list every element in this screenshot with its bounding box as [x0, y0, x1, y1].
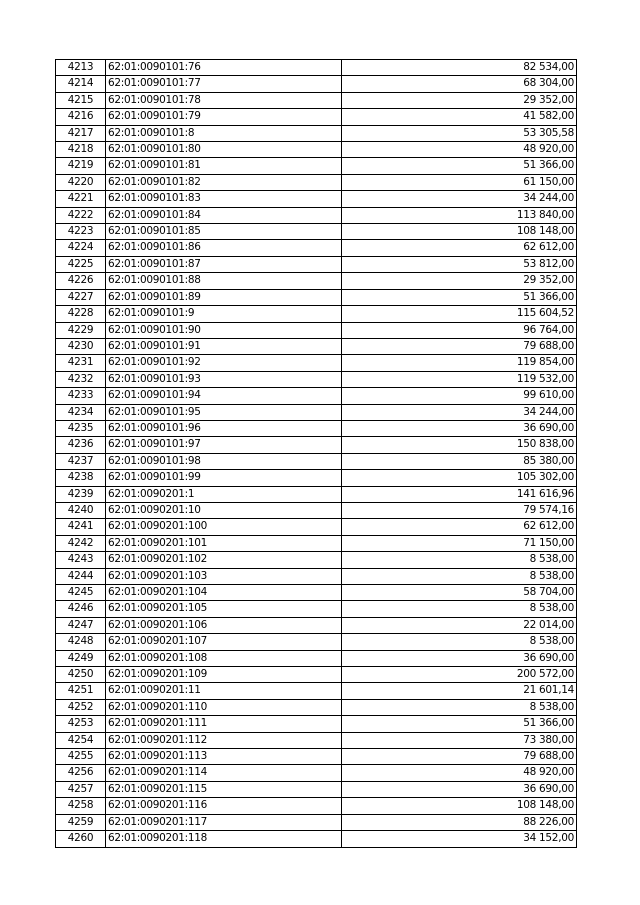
cadastral-value-cell: 21 601,14 — [342, 683, 577, 699]
table-row — [56, 781, 577, 797]
row-number-cell: 4225 — [56, 256, 106, 272]
table-row — [56, 667, 577, 683]
cadastral-number-cell: 62:01:0090201:118 — [106, 831, 342, 847]
row-number-cell: 4243 — [56, 552, 106, 568]
row-number-cell: 4220 — [56, 174, 106, 190]
row-number-cell: 4248 — [56, 634, 106, 650]
row-number-cell: 4254 — [56, 732, 106, 748]
table-row — [56, 749, 577, 765]
cadastral-number-cell: 62:01:0090201:111 — [106, 716, 342, 732]
table-row — [56, 256, 577, 272]
table-row — [56, 142, 577, 158]
table-row — [56, 437, 577, 453]
cadastral-value-cell: 8 538,00 — [342, 699, 577, 715]
table-row — [56, 650, 577, 666]
cadastral-number-cell: 62:01:0090101:78 — [106, 92, 342, 108]
cadastral-value-cell: 48 920,00 — [342, 142, 577, 158]
row-number-cell: 4214 — [56, 76, 106, 92]
cadastral-value-cell: 61 150,00 — [342, 174, 577, 190]
row-number-cell: 4240 — [56, 502, 106, 518]
cadastral-value-cell: 119 854,00 — [342, 355, 577, 371]
cadastral-value-cell: 115 604,52 — [342, 306, 577, 322]
row-number-cell: 4231 — [56, 355, 106, 371]
row-number-cell: 4230 — [56, 338, 106, 354]
table-row — [56, 289, 577, 305]
table-row — [56, 798, 577, 814]
row-number-cell: 4215 — [56, 92, 106, 108]
row-number-cell: 4213 — [56, 60, 106, 76]
table-row — [56, 207, 577, 223]
cadastral-number-cell: 62:01:0090101:85 — [106, 224, 342, 240]
row-number-cell: 4226 — [56, 273, 106, 289]
cadastral-number-cell: 62:01:0090201:10 — [106, 502, 342, 518]
cadastral-value-cell: 51 366,00 — [342, 289, 577, 305]
cadastral-number-cell: 62:01:0090101:92 — [106, 355, 342, 371]
row-number-cell: 4249 — [56, 650, 106, 666]
row-number-cell: 4252 — [56, 699, 106, 715]
cadastral-number-cell: 62:01:0090101:86 — [106, 240, 342, 256]
cadastral-value-cell: 53 305,58 — [342, 125, 577, 141]
table-row — [56, 699, 577, 715]
cadastral-value-cell: 99 610,00 — [342, 388, 577, 404]
row-number-cell: 4237 — [56, 453, 106, 469]
table-row — [56, 486, 577, 502]
cadastral-number-cell: 62:01:0090201:115 — [106, 781, 342, 797]
cadastral-value-cell: 48 920,00 — [342, 765, 577, 781]
cadastral-number-cell: 62:01:0090101:8 — [106, 125, 342, 141]
table-row — [56, 388, 577, 404]
row-number-cell: 4228 — [56, 306, 106, 322]
row-number-cell: 4217 — [56, 125, 106, 141]
table-row — [56, 338, 577, 354]
row-number-cell: 4216 — [56, 109, 106, 125]
row-number-cell: 4257 — [56, 781, 106, 797]
cadastral-value-cell: 62 612,00 — [342, 519, 577, 535]
row-number-cell: 4245 — [56, 585, 106, 601]
cadastral-value-cell: 8 538,00 — [342, 552, 577, 568]
cadastral-number-cell: 62:01:0090201:1 — [106, 486, 342, 502]
cadastral-number-cell: 62:01:0090101:82 — [106, 174, 342, 190]
row-number-cell: 4241 — [56, 519, 106, 535]
cadastral-number-cell: 62:01:0090101:98 — [106, 453, 342, 469]
cadastral-value-cell: 200 572,00 — [342, 667, 577, 683]
cadastral-value-cell: 79 574,16 — [342, 502, 577, 518]
table-row — [56, 814, 577, 830]
table-row — [56, 568, 577, 584]
cadastral-number-cell: 62:01:0090101:95 — [106, 404, 342, 420]
row-number-cell: 4259 — [56, 814, 106, 830]
cadastral-number-cell: 62:01:0090101:90 — [106, 322, 342, 338]
cadastral-number-cell: 62:01:0090101:79 — [106, 109, 342, 125]
row-number-cell: 4246 — [56, 601, 106, 617]
cadastral-number-cell: 62:01:0090101:81 — [106, 158, 342, 174]
table-body — [56, 60, 577, 848]
cadastral-value-cell: 51 366,00 — [342, 158, 577, 174]
table-row — [56, 355, 577, 371]
table-row — [56, 125, 577, 141]
cadastral-number-cell: 62:01:0090201:102 — [106, 552, 342, 568]
cadastral-number-cell: 62:01:0090101:91 — [106, 338, 342, 354]
table-row — [56, 634, 577, 650]
row-number-cell: 4250 — [56, 667, 106, 683]
table-row — [56, 535, 577, 551]
cadastral-value-cell: 36 690,00 — [342, 781, 577, 797]
cadastral-value-cell: 8 538,00 — [342, 634, 577, 650]
cadastral-number-cell: 62:01:0090201:104 — [106, 585, 342, 601]
cadastral-number-cell: 62:01:0090201:110 — [106, 699, 342, 715]
row-number-cell: 4256 — [56, 765, 106, 781]
table-row — [56, 453, 577, 469]
table-row — [56, 683, 577, 699]
row-number-cell: 4236 — [56, 437, 106, 453]
cadastral-value-cell: 8 538,00 — [342, 568, 577, 584]
table-row — [56, 831, 577, 847]
table-row — [56, 92, 577, 108]
cadastral-value-cell: 41 582,00 — [342, 109, 577, 125]
table-row — [56, 306, 577, 322]
row-number-cell: 4232 — [56, 371, 106, 387]
cadastral-number-cell: 62:01:0090201:113 — [106, 749, 342, 765]
row-number-cell: 4223 — [56, 224, 106, 240]
cadastral-number-cell: 62:01:0090101:77 — [106, 76, 342, 92]
table-row — [56, 519, 577, 535]
table-row — [56, 158, 577, 174]
cadastral-value-cell: 58 704,00 — [342, 585, 577, 601]
cadastral-value-cell: 108 148,00 — [342, 798, 577, 814]
cadastral-value-cell: 36 690,00 — [342, 420, 577, 436]
row-number-cell: 4242 — [56, 535, 106, 551]
cadastral-value-cell: 29 352,00 — [342, 92, 577, 108]
row-number-cell: 4239 — [56, 486, 106, 502]
cadastral-value-cell: 113 840,00 — [342, 207, 577, 223]
table-row — [56, 585, 577, 601]
cadastral-value-cell: 150 838,00 — [342, 437, 577, 453]
cadastral-value-cell: 68 304,00 — [342, 76, 577, 92]
table-row — [56, 617, 577, 633]
row-number-cell: 4233 — [56, 388, 106, 404]
cadastral-number-cell: 62:01:0090101:87 — [106, 256, 342, 272]
row-number-cell: 4260 — [56, 831, 106, 847]
row-number-cell: 4251 — [56, 683, 106, 699]
table-row — [56, 371, 577, 387]
cadastral-number-cell: 62:01:0090201:101 — [106, 535, 342, 551]
table-row — [56, 552, 577, 568]
row-number-cell: 4234 — [56, 404, 106, 420]
cadastral-number-cell: 62:01:0090101:89 — [106, 289, 342, 305]
cadastral-value-cell: 71 150,00 — [342, 535, 577, 551]
cadastral-number-cell: 62:01:0090201:116 — [106, 798, 342, 814]
table-row — [56, 502, 577, 518]
cadastral-value-cell: 29 352,00 — [342, 273, 577, 289]
row-number-cell: 4222 — [56, 207, 106, 223]
table-row — [56, 420, 577, 436]
cadastral-value-cell: 8 538,00 — [342, 601, 577, 617]
cadastral-number-cell: 62:01:0090101:76 — [106, 60, 342, 76]
table-row — [56, 322, 577, 338]
cadastral-value-cell: 105 302,00 — [342, 470, 577, 486]
cadastral-value-cell: 73 380,00 — [342, 732, 577, 748]
cadastral-number-cell: 62:01:0090201:100 — [106, 519, 342, 535]
cadastral-value-table — [55, 59, 577, 848]
row-number-cell: 4221 — [56, 191, 106, 207]
cadastral-number-cell: 62:01:0090201:108 — [106, 650, 342, 666]
row-number-cell: 4253 — [56, 716, 106, 732]
row-number-cell: 4255 — [56, 749, 106, 765]
cadastral-value-cell: 34 244,00 — [342, 404, 577, 420]
cadastral-number-cell: 62:01:0090101:93 — [106, 371, 342, 387]
cadastral-number-cell: 62:01:0090101:96 — [106, 420, 342, 436]
cadastral-value-cell: 108 148,00 — [342, 224, 577, 240]
table-row — [56, 109, 577, 125]
cadastral-value-cell: 141 616,96 — [342, 486, 577, 502]
cadastral-number-cell: 62:01:0090101:83 — [106, 191, 342, 207]
row-number-cell: 4229 — [56, 322, 106, 338]
cadastral-value-cell: 22 014,00 — [342, 617, 577, 633]
cadastral-value-cell: 82 534,00 — [342, 60, 577, 76]
row-number-cell: 4238 — [56, 470, 106, 486]
cadastral-value-cell: 36 690,00 — [342, 650, 577, 666]
row-number-cell: 4218 — [56, 142, 106, 158]
table-row — [56, 191, 577, 207]
cadastral-number-cell: 62:01:0090101:80 — [106, 142, 342, 158]
row-number-cell: 4247 — [56, 617, 106, 633]
cadastral-value-cell: 62 612,00 — [342, 240, 577, 256]
table-row — [56, 60, 577, 76]
table-row — [56, 174, 577, 190]
cadastral-number-cell: 62:01:0090101:94 — [106, 388, 342, 404]
table-row — [56, 224, 577, 240]
cadastral-value-cell: 34 152,00 — [342, 831, 577, 847]
cadastral-number-cell: 62:01:0090101:99 — [106, 470, 342, 486]
cadastral-number-cell: 62:01:0090201:112 — [106, 732, 342, 748]
cadastral-value-cell: 96 764,00 — [342, 322, 577, 338]
cadastral-value-cell: 53 812,00 — [342, 256, 577, 272]
cadastral-number-cell: 62:01:0090201:105 — [106, 601, 342, 617]
cadastral-value-cell: 79 688,00 — [342, 338, 577, 354]
row-number-cell: 4227 — [56, 289, 106, 305]
table-row — [56, 240, 577, 256]
cadastral-value-cell: 85 380,00 — [342, 453, 577, 469]
table-row — [56, 404, 577, 420]
cadastral-number-cell: 62:01:0090201:114 — [106, 765, 342, 781]
table-row — [56, 732, 577, 748]
cadastral-value-cell: 79 688,00 — [342, 749, 577, 765]
cadastral-number-cell: 62:01:0090201:107 — [106, 634, 342, 650]
cadastral-number-cell: 62:01:0090201:117 — [106, 814, 342, 830]
cadastral-number-cell: 62:01:0090101:88 — [106, 273, 342, 289]
table-row — [56, 470, 577, 486]
cadastral-number-cell: 62:01:0090101:84 — [106, 207, 342, 223]
cadastral-value-cell: 51 366,00 — [342, 716, 577, 732]
cadastral-number-cell: 62:01:0090201:109 — [106, 667, 342, 683]
cadastral-value-cell: 88 226,00 — [342, 814, 577, 830]
row-number-cell: 4244 — [56, 568, 106, 584]
cadastral-number-cell: 62:01:0090201:103 — [106, 568, 342, 584]
cadastral-value-cell: 34 244,00 — [342, 191, 577, 207]
table-row — [56, 765, 577, 781]
cadastral-number-cell: 62:01:0090101:97 — [106, 437, 342, 453]
table-row — [56, 716, 577, 732]
cadastral-number-cell: 62:01:0090201:11 — [106, 683, 342, 699]
table-row — [56, 601, 577, 617]
row-number-cell: 4258 — [56, 798, 106, 814]
row-number-cell: 4219 — [56, 158, 106, 174]
row-number-cell: 4224 — [56, 240, 106, 256]
cadastral-number-cell: 62:01:0090201:106 — [106, 617, 342, 633]
cadastral-number-cell: 62:01:0090101:9 — [106, 306, 342, 322]
table-row — [56, 273, 577, 289]
row-number-cell: 4235 — [56, 420, 106, 436]
cadastral-value-cell: 119 532,00 — [342, 371, 577, 387]
table-row — [56, 76, 577, 92]
